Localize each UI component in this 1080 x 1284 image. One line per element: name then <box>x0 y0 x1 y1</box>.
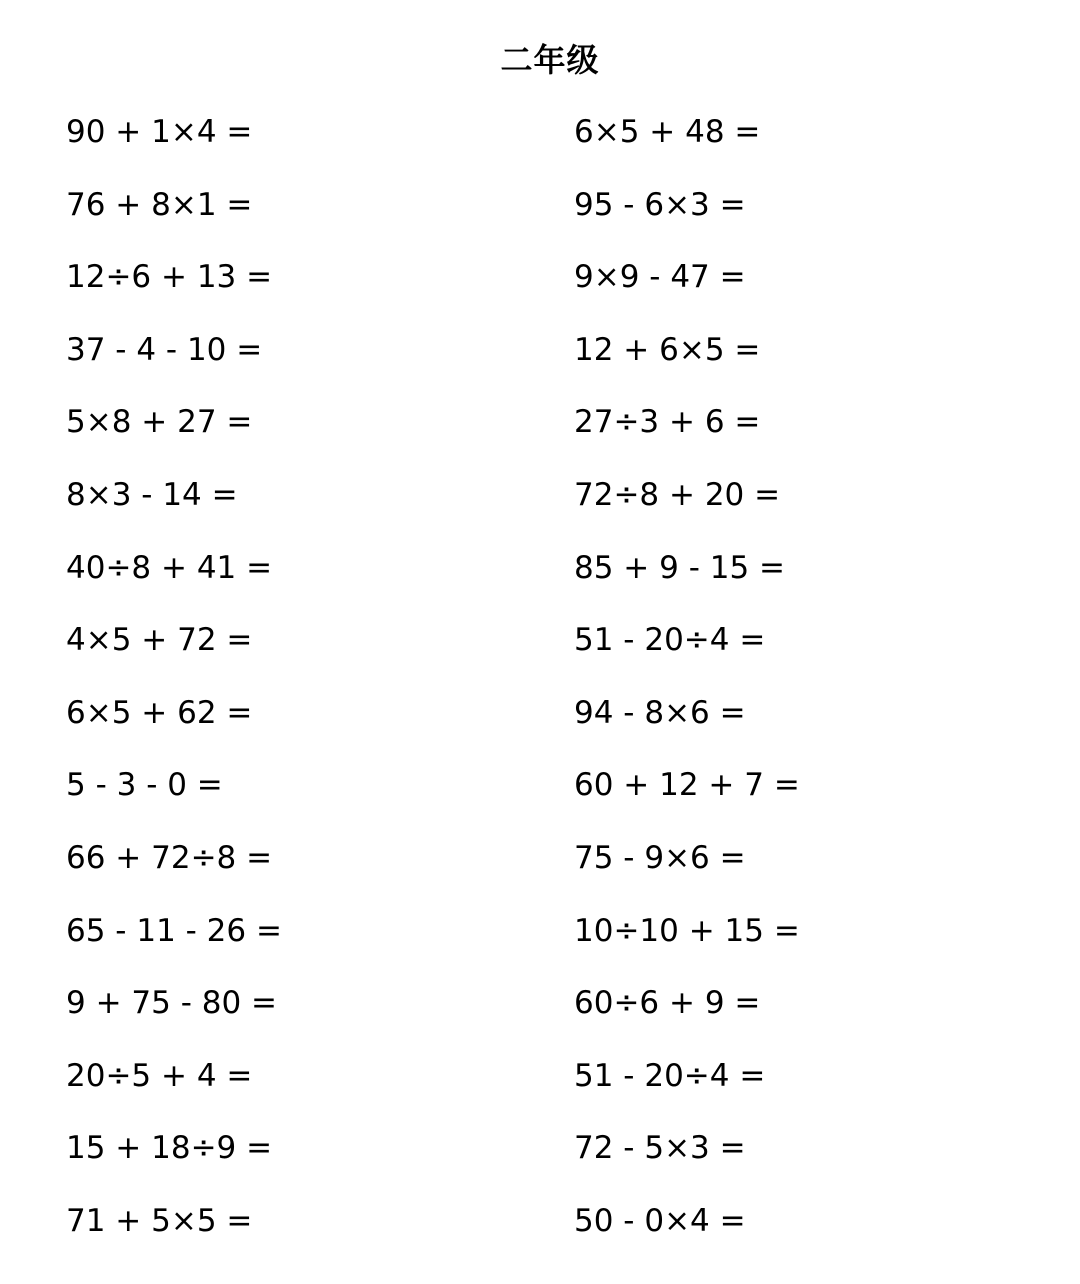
problem-row <box>0 907 1080 980</box>
problem-right: 51 - 20÷4 = <box>574 622 766 659</box>
problem-right: 60÷6 + 9 = <box>574 985 761 1022</box>
problem-row <box>0 616 1080 689</box>
problem-row <box>0 398 1080 471</box>
problem-right: 9×9 - 47 = <box>574 259 746 296</box>
problem-list <box>0 108 1080 1270</box>
problem-right: 72 - 5×3 = <box>574 1130 746 1167</box>
problem-right: 50 - 0×4 = <box>574 1202 746 1239</box>
problem-left: 12÷6 + 13 = <box>66 259 273 296</box>
problem-left: 8×3 - 14 = <box>66 476 238 513</box>
problem-right: 6×5 + 48 = <box>574 114 761 150</box>
problem-left: 71 + 5×5 = <box>66 1202 253 1239</box>
problem-left: 6×5 + 62 = <box>66 694 253 731</box>
problem-right: 10÷10 + 15 = <box>574 912 800 949</box>
problem-row <box>0 1052 1080 1125</box>
problem-left: 9 + 75 - 80 = <box>66 985 278 1022</box>
problem-row <box>0 979 1080 1052</box>
problem-right: 94 - 8×6 = <box>574 694 746 731</box>
problem-left: 15 + 18÷9 = <box>66 1130 273 1167</box>
problem-left: 4×5 + 72 = <box>66 622 253 659</box>
problem-left: 76 + 8×1 = <box>66 186 253 223</box>
problem-right: 85 + 9 - 15 = <box>574 549 786 586</box>
problem-right: 75 - 9×6 = <box>574 839 746 876</box>
problem-row <box>0 326 1080 399</box>
worksheet-title: 二年级 <box>500 41 600 79</box>
problem-row <box>0 1197 1080 1270</box>
problem-row <box>0 108 1080 181</box>
problem-right: 95 - 6×3 = <box>574 186 746 223</box>
problem-row <box>0 689 1080 762</box>
problem-right: 72÷8 + 20 = <box>574 476 781 513</box>
problem-left: 5 - 3 - 0 = <box>66 767 223 804</box>
problem-left: 90 + 1×4 = <box>66 114 253 150</box>
problem-left: 20÷5 + 4 = <box>66 1057 253 1094</box>
problem-row <box>0 253 1080 326</box>
problem-row <box>0 761 1080 834</box>
problem-left: 66 + 72÷8 = <box>66 839 273 876</box>
problem-left: 37 - 4 - 10 = <box>66 331 263 368</box>
problem-right: 12 + 6×5 = <box>574 331 761 368</box>
problem-left: 65 - 11 - 26 = <box>66 912 282 949</box>
problem-row <box>0 181 1080 254</box>
problem-right: 27÷3 + 6 = <box>574 404 761 441</box>
problem-row <box>0 471 1080 544</box>
problem-right: 51 - 20÷4 = <box>574 1057 766 1094</box>
problem-left: 5×8 + 27 = <box>66 404 253 441</box>
problem-right: 60 + 12 + 7 = <box>574 767 800 804</box>
problem-row <box>0 544 1080 617</box>
problem-row <box>0 1124 1080 1197</box>
problem-row <box>0 834 1080 907</box>
problem-left: 40÷8 + 41 = <box>66 549 273 586</box>
